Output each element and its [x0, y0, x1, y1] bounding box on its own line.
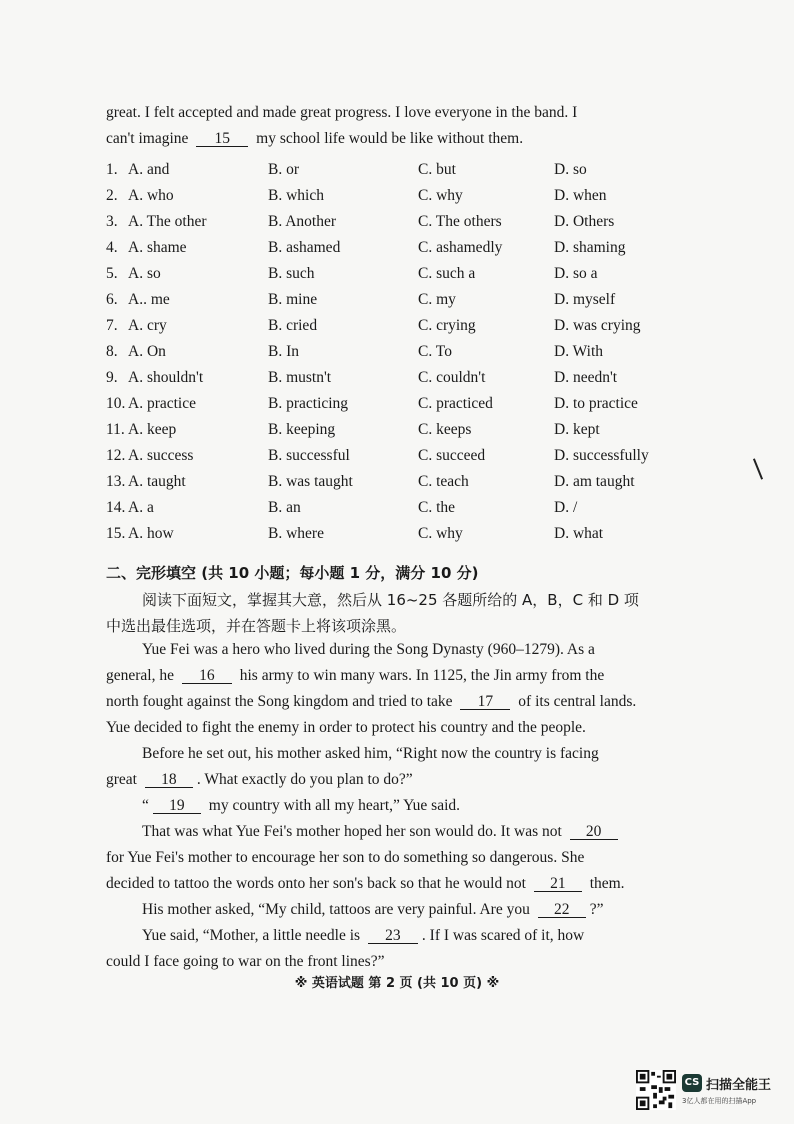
option-row: [106, 395, 726, 417]
answer-blank-23: 23: [368, 928, 418, 944]
story-line: Before he set out, his mother asked him, “Right now the country is facing: [142, 745, 599, 762]
option-number: 3.: [106, 213, 118, 230]
option-row: [106, 499, 726, 521]
option-number: 6.: [106, 291, 118, 308]
story-text: His mother asked, “My child, tattoos are very painful. Are you: [142, 901, 530, 918]
qr-code-icon: [636, 1070, 676, 1110]
option-row: [106, 187, 726, 209]
instruction-line: 中选出最佳选项，并在答题卡上将该项涂黑。: [106, 617, 407, 635]
story-line: [142, 901, 603, 919]
option-c: C. crying: [418, 317, 476, 334]
option-a: A. shouldn't: [128, 369, 204, 386]
story-text: That was what Yue Fei's mother hoped her son would do. It was not: [142, 823, 562, 840]
story-text: . If I was scared of it, how: [421, 927, 585, 944]
option-b: B. such: [268, 265, 315, 282]
option-d: D. when: [554, 187, 607, 204]
option-number: 5.: [106, 265, 118, 282]
story-text: Yue said, “Mother, a little needle is: [142, 927, 361, 944]
story-line: Yue Fei was a hero who lived during the Song Dynasty (960–1279). As a: [142, 641, 595, 658]
option-b: B. Another: [268, 213, 337, 230]
answer-blank-19: 19: [153, 798, 201, 814]
story-line: [106, 693, 636, 711]
option-number: 1.: [106, 161, 118, 178]
option-number: 7.: [106, 317, 118, 334]
option-c: C. such a: [418, 265, 476, 282]
option-d: D. so a: [554, 265, 598, 282]
scanner-tagline: 3亿人都在用的扫描App: [682, 1097, 757, 1105]
answer-blank-16: 16: [182, 668, 232, 684]
option-b: B. keeping: [268, 421, 336, 438]
option-row: [106, 265, 726, 287]
story-line: Yue decided to fight the enemy in order to protect his country and the people.: [106, 719, 586, 736]
story-line: for Yue Fei's mother to encourage her son to do something so dangerous. She: [106, 849, 585, 866]
story-line: [106, 875, 625, 893]
option-b: B. mine: [268, 291, 318, 308]
option-c: C. teach: [418, 473, 469, 490]
option-number: 11.: [106, 421, 125, 438]
option-d: D. was crying: [554, 317, 641, 334]
passage-line: [106, 130, 523, 148]
option-number: 14.: [106, 499, 126, 516]
answer-blank-17: 17: [460, 694, 510, 710]
option-c: C. To: [418, 343, 452, 360]
section-title: 二、完形填空 (共 10 小题；每小题 1 分，满分 10 分): [106, 564, 479, 582]
story-text: ?”: [589, 901, 604, 918]
option-row: [106, 421, 726, 443]
option-b: B. an: [268, 499, 301, 516]
story-text: “: [142, 797, 149, 814]
option-b: B. practicing: [268, 395, 349, 412]
option-number: 2.: [106, 187, 118, 204]
option-number: 13.: [106, 473, 126, 490]
answer-blank-22: 22: [538, 902, 586, 918]
story-text: north fought against the Song kingdom and tried to take: [106, 693, 453, 710]
option-d: D. myself: [554, 291, 616, 308]
option-a: A. The other: [128, 213, 207, 230]
option-b: B. where: [268, 525, 324, 542]
option-b: B. cried: [268, 317, 318, 334]
option-a: A. practice: [128, 395, 196, 412]
option-b: B. which: [268, 187, 324, 204]
option-c: C. practiced: [418, 395, 493, 412]
option-d: D. to practice: [554, 395, 638, 412]
story-text: his army to win many wars. In 1125, the Jin army from the: [239, 667, 605, 684]
option-row: [106, 343, 726, 365]
passage-line: great. I felt accepted and made great progress. I love everyone in the band. I: [106, 104, 578, 121]
story-line: [106, 667, 604, 685]
option-a: A. a: [128, 499, 154, 516]
story-text: decided to tattoo the words onto her son's back so that he would not: [106, 875, 526, 892]
pen-mark: [753, 458, 763, 479]
answer-blank-18: 18: [145, 772, 193, 788]
option-d: D. Others: [554, 213, 615, 230]
option-a: A. cry: [128, 317, 167, 334]
option-b: B. ashamed: [268, 239, 341, 256]
option-a: A. how: [128, 525, 174, 542]
answer-blank-20: 20: [570, 824, 618, 840]
option-row: [106, 369, 726, 391]
option-c: C. my: [418, 291, 456, 308]
option-a: A.. me: [128, 291, 170, 308]
answer-blank-15: 15: [196, 131, 248, 147]
story-text: general, he: [106, 667, 174, 684]
option-c: C. the: [418, 499, 456, 516]
option-row: [106, 213, 726, 235]
option-number: 4.: [106, 239, 118, 256]
option-number: 10.: [106, 395, 126, 412]
story-text: of its central lands.: [518, 693, 637, 710]
story-text: my country with all my heart,” Yue said.: [208, 797, 461, 814]
option-a: A. success: [128, 447, 194, 464]
scanner-brand: 扫描全能王: [706, 1078, 772, 1093]
option-c: C. couldn't: [418, 369, 486, 386]
story-line: [142, 823, 622, 841]
option-number: 8.: [106, 343, 118, 360]
option-c: C. succeed: [418, 447, 486, 464]
option-c: C. The others: [418, 213, 502, 230]
option-row: [106, 447, 726, 469]
option-d: D. shaming: [554, 239, 626, 256]
option-a: A. On: [128, 343, 166, 360]
option-d: D. successfully: [554, 447, 649, 464]
option-number: 9.: [106, 369, 118, 386]
story-text: them.: [589, 875, 625, 892]
passage-text: can't imagine: [106, 130, 189, 147]
option-a: A. keep: [128, 421, 177, 438]
story-line: [106, 771, 413, 789]
scanner-watermark: [634, 1070, 784, 1114]
option-d: D. needn't: [554, 369, 618, 386]
option-b: B. successful: [268, 447, 350, 464]
option-number: 15.: [106, 525, 126, 542]
option-a: A. shame: [128, 239, 187, 256]
story-text: . What exactly do you plan to do?”: [196, 771, 413, 788]
option-row: [106, 317, 726, 339]
option-row: [106, 525, 726, 547]
option-d: D. kept: [554, 421, 600, 438]
option-d: D. what: [554, 525, 604, 542]
scanner-logo: CS: [682, 1074, 702, 1092]
option-d: D. With: [554, 343, 604, 360]
option-c: C. why: [418, 187, 463, 204]
story-line: [142, 927, 584, 945]
option-row: [106, 161, 726, 183]
answer-blank-21: 21: [534, 876, 582, 892]
story-text: great: [106, 771, 137, 788]
option-d: D. so: [554, 161, 587, 178]
option-row: [106, 291, 726, 313]
option-a: A. who: [128, 187, 174, 204]
passage-text: my school life would be like without them.: [256, 130, 524, 147]
option-a: A. taught: [128, 473, 186, 490]
option-c: C. ashamedly: [418, 239, 503, 256]
story-line: [142, 797, 460, 815]
option-b: B. was taught: [268, 473, 353, 490]
option-d: D. /: [554, 499, 578, 516]
option-c: C. why: [418, 525, 463, 542]
option-a: A. and: [128, 161, 170, 178]
option-c: C. but: [418, 161, 456, 178]
option-number: 12.: [106, 447, 126, 464]
option-d: D. am taught: [554, 473, 635, 490]
story-line: could I face going to war on the front lines?”: [106, 953, 385, 970]
option-row: [106, 239, 726, 261]
option-b: B. or: [268, 161, 299, 178]
option-b: B. In: [268, 343, 299, 360]
instruction-line: 阅读下面短文，掌握其大意，然后从 16~25 各题所给的 A，B，C 和 D 项: [142, 591, 639, 609]
option-b: B. mustn't: [268, 369, 332, 386]
option-a: A. so: [128, 265, 161, 282]
option-row: [106, 473, 726, 495]
page-footer: ※ 英语试题 第 2 页 (共 10 页) ※: [294, 976, 500, 991]
option-c: C. keeps: [418, 421, 472, 438]
